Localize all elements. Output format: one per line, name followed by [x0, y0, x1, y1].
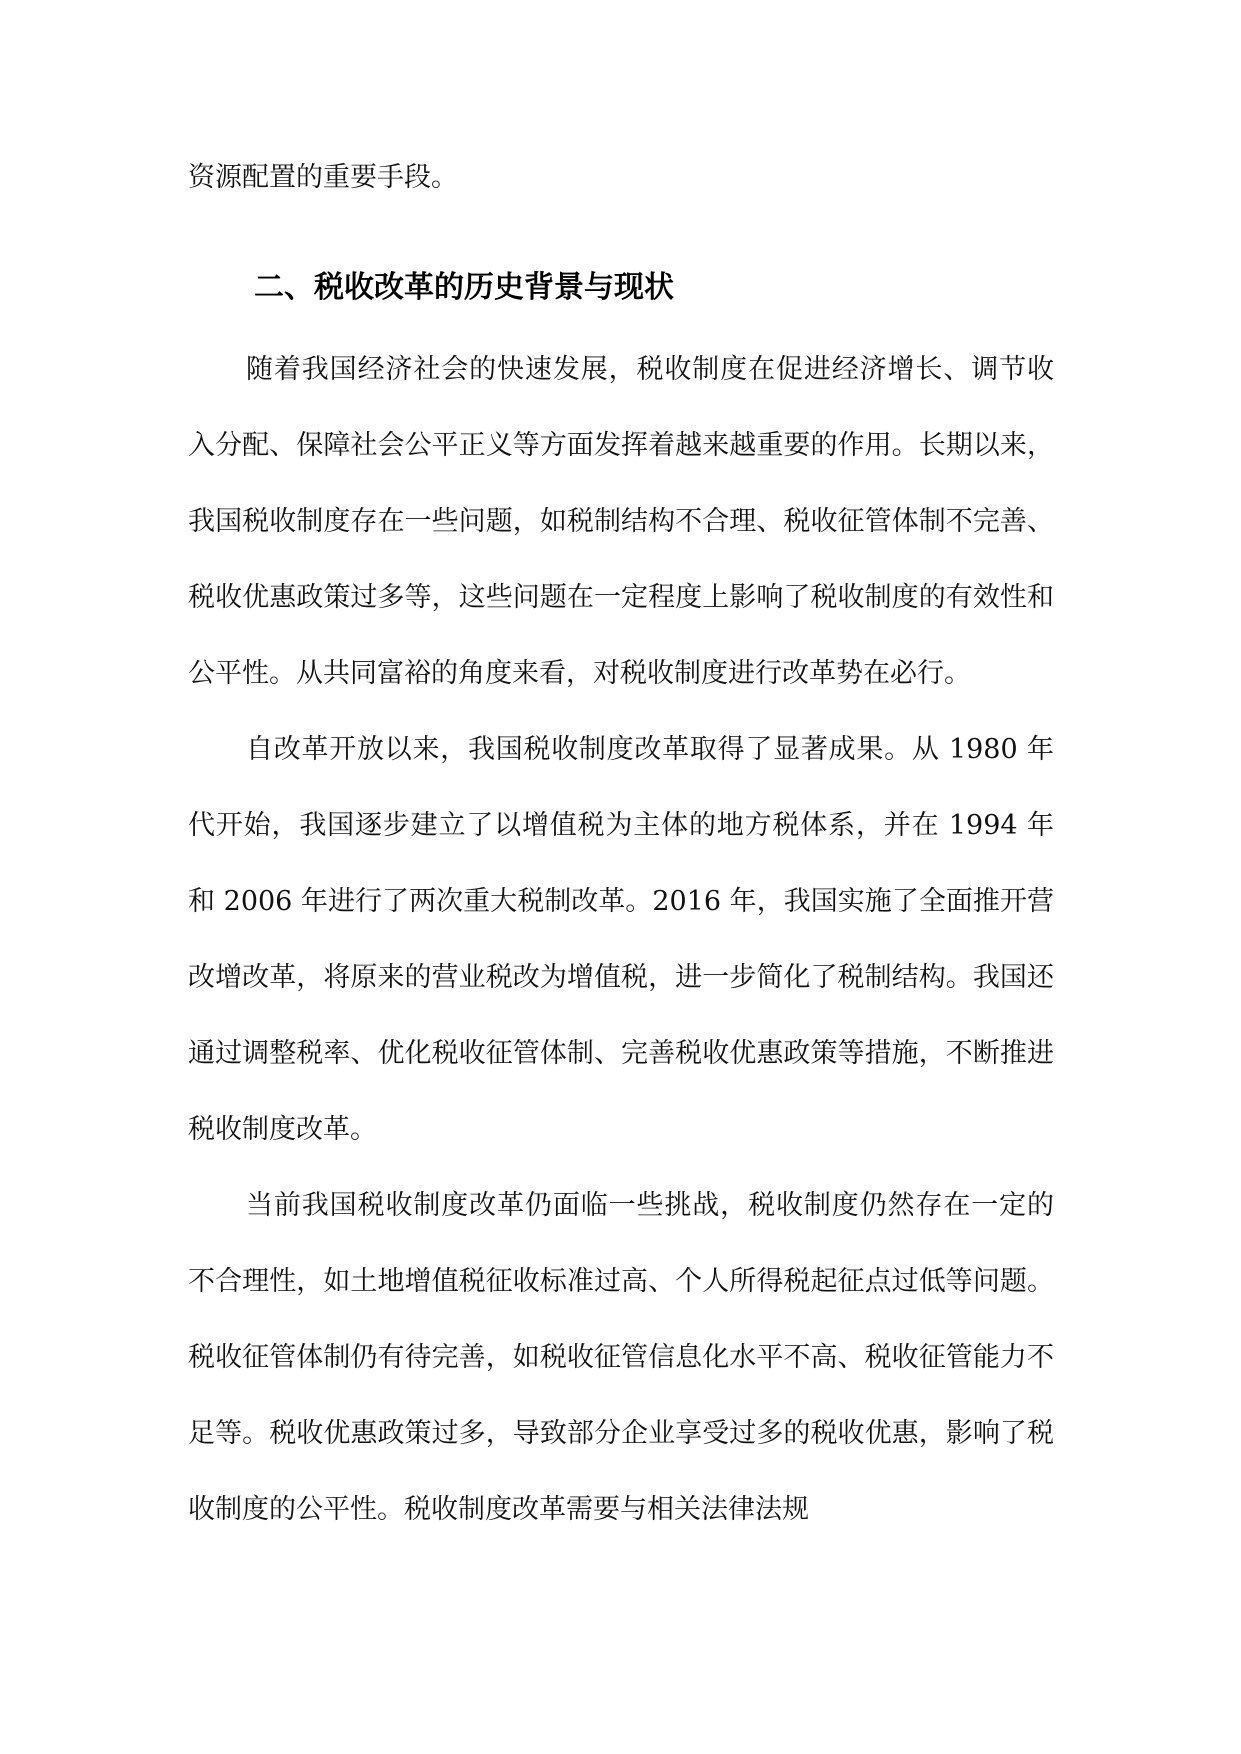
document-body — [188, 140, 1054, 1548]
paragraph-2: 自改革开放以来，我国税收制度改革取得了显著成果。从 1980 年代开始，我国逐步建立了以增值税为主体的地方税体系，并在 1994 年和 2006 年进行了两次重大税制改革。2016 年，我国实施了全面推开营改增改革，将原来的营业税改为增值税，进一步简化了税制结构。我国还通过调整税率、优化税收征管体制、完善税收优惠政策等措施，不断推进税收制度改革。 — [188, 734, 1054, 1145]
continuation-text: 资源配置的重要手段。 — [188, 162, 458, 193]
section-heading: 二、税收改革的历史背景与现状 — [254, 270, 674, 305]
paragraph-3: 当前我国税收制度改革仍面临一些挑战，税收制度仍然存在一定的不合理性，如土地增值税征收标准过高、个人所得税起征点过低等问题。税收征管体制仍有待完善，如税收征管信息化水平不高、税收征管能力不足等。税收优惠政策过多，导致部分企业享受过多的税收优惠，影响了税收制度的公平性。税收制度改革需要与相关法律法规 — [188, 1190, 1054, 1525]
paragraph-1: 随着我国经济社会的快速发展，税收制度在促进经济增长、调节收入分配、保障社会公平正义等方面发挥着越来越重要的作用。长期以来，我国税收制度存在一些问题，如税制结构不合理、税收征管体制不完善、税收优惠政策过多等，这些问题在一定程度上影响了税收制度的有效性和公平性。从共同富裕的角度来看，对税收制度进行改革势在必行。 — [188, 354, 1054, 689]
